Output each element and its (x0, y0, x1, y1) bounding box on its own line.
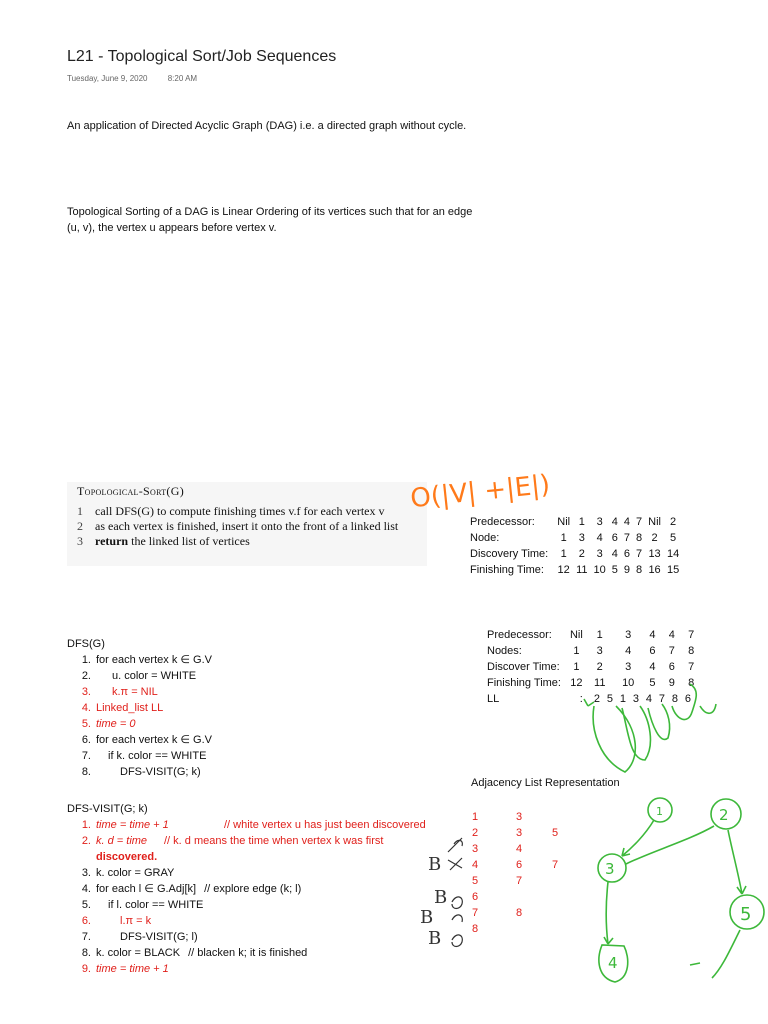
table-cell: 4 (596, 532, 603, 544)
table-cell: 7 (668, 645, 675, 657)
table-cell: 7 (688, 629, 695, 641)
line-number: 3. (81, 867, 91, 879)
table-cell: 6 (623, 548, 631, 560)
table-cell: 3 (578, 532, 585, 544)
intro-paragraph-2: Topological Sorting of a DAG is Linear Ordering of its vertices such that for an edge (u, v), the vertex u appears before vertex v. (67, 206, 473, 234)
table-cell: 3 (625, 629, 632, 641)
ll-value: 3 (632, 693, 639, 705)
table-cell: Nil (569, 629, 583, 641)
table-cell: 4 (611, 548, 618, 560)
table-cell: 4 (668, 629, 675, 641)
adjacency-list-title: Adjacency List Representation (471, 777, 620, 789)
table-cell: 12 (557, 564, 570, 576)
table-cell: 14 (666, 548, 680, 560)
line-number: 2. (81, 835, 91, 847)
table-cell: 7 (623, 532, 631, 544)
line-comment: // blacken k; it is finished (188, 947, 308, 959)
adjacency-neighbor: 7 (516, 875, 523, 887)
line-text: k. d = time (96, 835, 148, 847)
table-cell: 11 (594, 677, 606, 689)
table-cell: 6 (668, 661, 675, 673)
page-time: 8:20 AM (167, 74, 198, 83)
adjacency-neighbor: 8 (516, 907, 523, 919)
table-cell: 2 (578, 548, 585, 560)
line-text: l.π = k (120, 915, 152, 927)
table-cell: 5 (611, 564, 618, 576)
algorithm-line: 2 as each vertex is finished, insert it onto the front of a linked list (77, 519, 399, 533)
ll-colon: : (579, 693, 583, 705)
line-comment: // explore edge (k; l) (204, 883, 302, 895)
row-label: Finishing Time: (470, 564, 544, 576)
graph-node-label: 5 (740, 904, 752, 925)
table-cell: 9 (668, 677, 675, 689)
table-cell: 5 (670, 532, 677, 544)
table-cell: 13 (648, 548, 661, 560)
table-cell: Nil (557, 516, 571, 528)
line-number: 3. (81, 686, 91, 698)
table-cell: Nil (648, 516, 661, 528)
black-mark: B (420, 907, 434, 928)
line-text: Linked_list LL (96, 702, 164, 714)
line-comment: // white vertex u has just been discovered (224, 819, 426, 831)
line-number: 9. (81, 963, 91, 975)
black-mark: B (434, 887, 448, 908)
table-cell: 11 (576, 564, 588, 576)
table-cell: 8 (636, 564, 643, 576)
table-cell: 16 (648, 564, 661, 576)
table-cell: 7 (636, 548, 643, 560)
dag-drawing (598, 798, 764, 982)
line-number: 6. (81, 734, 91, 746)
table-cell: 1 (560, 532, 567, 544)
ll-value: 2 (593, 693, 600, 705)
page-date: Tuesday, June 9, 2020 (67, 74, 148, 83)
table-cell: 2 (596, 661, 603, 673)
line-number: 8. (81, 947, 91, 959)
algorithm-line: 3 return the linked list of vertices (77, 534, 250, 548)
algorithm-line: 1 call DFS(G) to compute finishing times v.f for each vertex v (77, 504, 385, 518)
line-text: DFS-VISIT(G; l) (120, 931, 198, 943)
row-label: Finishing Time: (487, 677, 561, 689)
table-cell: 4 (649, 629, 656, 641)
table-cell: 10 (593, 564, 606, 576)
black-mark: B (428, 928, 442, 949)
graph-node-label: 2 (719, 806, 729, 824)
table-cell: 2 (670, 516, 677, 528)
adjacency-neighbor: 6 (516, 859, 523, 871)
edge-2-3 (626, 826, 714, 864)
dfs-visit-title: DFS-VISIT(G; k) (67, 803, 148, 815)
table-cell: 4 (611, 516, 618, 528)
adjacency-vertex: 3 (472, 843, 479, 855)
table-cell: 12 (570, 677, 583, 689)
table-cell: 3 (596, 516, 603, 528)
table-cell: 6 (649, 645, 656, 657)
line-number: 6. (81, 915, 91, 927)
table-cell: 3 (596, 645, 603, 657)
line-number: 1. (81, 819, 91, 831)
page-title: L21 - Topological Sort/Job Sequences (67, 48, 337, 65)
edge-3-4 (606, 882, 608, 944)
line-number: 7. (81, 931, 91, 943)
adjacency-vertex: 7 (472, 907, 479, 919)
line-text: for each vertex k ∈ G.V (96, 734, 212, 746)
line-number: 2. (81, 670, 91, 682)
line-text: time = 0 (96, 718, 136, 730)
adjacency-vertex: 1 (472, 811, 479, 823)
ll-value: 4 (645, 693, 652, 705)
row-label: Discover Time: (487, 661, 560, 673)
table-cell: 10 (622, 677, 635, 689)
row-label: Predecessor: (470, 516, 535, 528)
adjacency-vertex: 2 (472, 827, 479, 839)
ll-value: 7 (658, 693, 665, 705)
line-text: if l. color == WHITE (108, 899, 204, 911)
line-text: time = time + 1 (96, 963, 169, 975)
line-number: 5. (81, 899, 91, 911)
ll-value: 5 (606, 693, 613, 705)
table-cell: 1 (573, 661, 580, 673)
table-cell: 8 (688, 677, 695, 689)
line-comment: // k. d means the time when vertex k was first (164, 835, 384, 847)
table-cell: 15 (666, 564, 680, 576)
table-cell: 7 (688, 661, 695, 673)
adjacency-vertex: 6 (472, 891, 479, 903)
line-text: DFS-VISIT(G; k) (120, 766, 201, 778)
line-number: 1. (81, 654, 91, 666)
adjacency-neighbor: 7 (552, 859, 559, 871)
adjacency-vertex: 5 (472, 875, 479, 887)
ll-value: 6 (684, 693, 691, 705)
row-label: LL (487, 693, 500, 705)
algorithm-title: Topological-Sort(G) (77, 484, 184, 498)
table-cell: 4 (625, 645, 632, 657)
intro-paragraph-1: An application of Directed Acyclic Graph (DAG) i.e. a directed graph without cycle. (67, 120, 467, 132)
table-cell: 8 (688, 645, 695, 657)
row-label: Predecessor: (487, 629, 552, 641)
line-text: u. color = WHITE (112, 670, 197, 682)
line-text: time = time + 1 (96, 819, 169, 831)
table-cell: 3 (596, 548, 603, 560)
ll-value: 8 (671, 693, 678, 705)
line-text: if k. color == WHITE (108, 750, 207, 762)
table-cell: 9 (623, 564, 631, 576)
adjacency-marks (420, 838, 462, 949)
line-text: for each l ∈ G.Adj[k] (96, 883, 197, 895)
line-number: 5. (81, 718, 91, 730)
table-cell: 1 (560, 548, 567, 560)
line-number: 8. (81, 766, 91, 778)
black-mark: B (428, 854, 442, 875)
row-label: Discovery Time: (470, 548, 549, 560)
line-text: k.π = NIL (112, 686, 158, 698)
graph-node-label: 4 (608, 954, 618, 972)
table-cell: 6 (611, 532, 618, 544)
adjacency-neighbor: 5 (552, 827, 559, 839)
row-label: Nodes: (487, 645, 522, 657)
table-cell: 8 (636, 532, 643, 544)
row-label: Node: (470, 532, 500, 544)
adjacency-vertex: 8 (472, 923, 479, 935)
table-cell: 5 (649, 677, 656, 689)
ll-value: 1 (619, 693, 626, 705)
ll-arrows (584, 684, 716, 772)
table-cell: 2 (651, 532, 658, 544)
graph-node-label: 1 (656, 805, 663, 818)
edge-2-5 (728, 830, 742, 894)
table-cell: 1 (573, 645, 580, 657)
line-text: for each vertex k ∈ G.V (96, 654, 212, 666)
table-cell: 4 (649, 661, 656, 673)
table-cell: 4 (623, 516, 631, 528)
adjacency-neighbor: 3 (516, 811, 523, 823)
dfs-title: DFS(G) (67, 638, 105, 650)
line-text: discovered. (96, 851, 158, 863)
complexity-note: O(|V| +|E|) (409, 469, 552, 515)
line-number: 4. (81, 702, 91, 714)
line-number: 4. (81, 883, 91, 895)
table-cell: 7 (636, 516, 643, 528)
line-text: k. color = BLACK (96, 947, 181, 959)
line-number: 7. (81, 750, 91, 762)
graph-node-label: 3 (605, 860, 615, 878)
table-cell: 3 (625, 661, 632, 673)
adjacency-neighbor: 4 (516, 843, 523, 855)
table-cell: 1 (578, 516, 585, 528)
line-text: k. color = GRAY (96, 867, 175, 879)
adjacency-neighbor: 3 (516, 827, 523, 839)
edge-1-3 (622, 820, 654, 856)
table-cell: 1 (596, 629, 603, 641)
adjacency-vertex: 4 (472, 859, 479, 871)
